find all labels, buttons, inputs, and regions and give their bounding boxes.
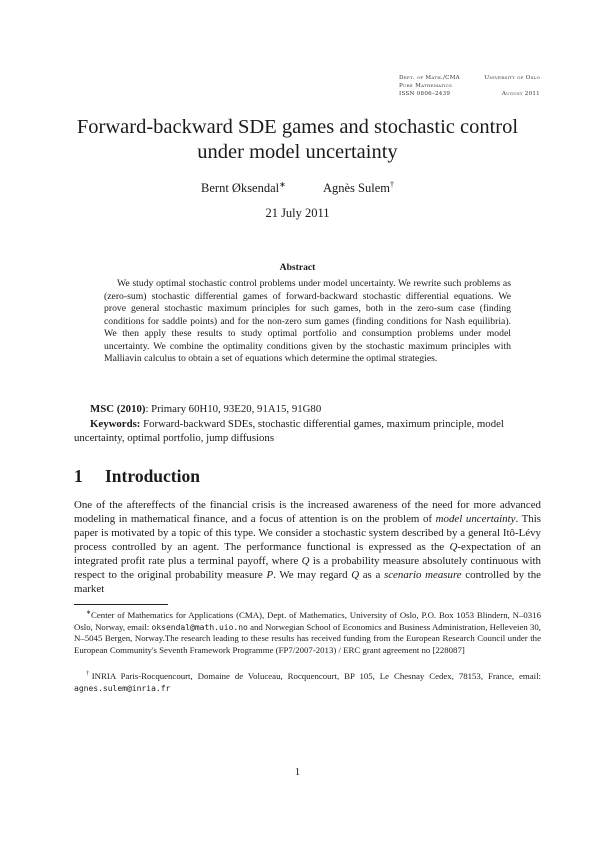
intro-text: -expectation of an integrated profit rate plus a terminal payoff, where (74, 540, 541, 567)
header-issn: ISSN 0806–2439 (399, 91, 451, 97)
msc-classification (90, 403, 550, 417)
author (323, 181, 394, 195)
footnote-divider (74, 604, 168, 605)
email-link[interactable]: agnes.sulem@inria.fr (74, 683, 171, 693)
footnote-2 (74, 669, 541, 694)
intro-text: is a probability measure absolutely continuous with respect to the original probability measure (74, 554, 542, 581)
paper-date: 21 July 2011 (265, 206, 330, 220)
author (201, 181, 286, 195)
footnote-mark: † (86, 671, 92, 677)
math-symbol: Q (351, 568, 360, 581)
author-name: Agnès Sulem (322, 181, 390, 196)
header-date: August 2011 (501, 91, 540, 97)
keywords (74, 418, 550, 446)
math-symbol: Q (301, 554, 310, 567)
header-university: University of Oslo (484, 75, 540, 81)
author-footnote-mark: ∗ (279, 180, 286, 189)
author-footnote-mark: † (389, 180, 394, 189)
paper-title (60, 115, 535, 165)
email-link[interactable]: oksendal@math.uio.no (151, 622, 248, 632)
intro-emphasis: scenario measure (383, 568, 462, 581)
msc-label: MSC (2010) (90, 403, 146, 415)
intro-text: . We may regard (273, 568, 352, 581)
institution-header (399, 74, 460, 98)
abstract-heading: Abstract (279, 262, 316, 273)
intro-emphasis: model uncertainty (435, 512, 516, 525)
intro-text: One of the aftereffects of the financial crisis is the increased awareness of the need for more advanced modeling in mathematical finance, and a focus of attention is on the problem of (74, 499, 541, 525)
header-dept: Dept. of Math./CMA (399, 75, 460, 81)
footnote-text: INRIA Paris-Rocquencourt, Domaine de Voluceau, Rocquencourt, BP 105, Le Chesnay Cedex, 78153, France, email: (91, 670, 542, 681)
footnote-text: and Norwegian School of Economics and Business Administration, Helleveien 30, N–5045 Bergen, Norway.The research leading to these results has received funding from the European Research Council under the European Community's Seventh Framework Programme (FP7/2007-2013) / ERC grant agreement no [228087] (74, 621, 541, 655)
section-number: 1 (74, 466, 83, 486)
intro-text: controlled by the market (74, 568, 541, 595)
footnote-1 (74, 608, 541, 656)
header-series: Pure Mathematics (399, 83, 453, 89)
author-list (60, 180, 535, 196)
section-title: Introduction (105, 466, 200, 486)
page-number: 1 (294, 766, 301, 778)
math-symbol: Q (449, 540, 458, 553)
title-line-1: Forward-backward SDE games and stochastic control (76, 116, 519, 138)
keywords-text: Forward-backward SDEs, stochastic differential games, maximum principle, model uncertainty, optimal portfolio, jump diffusions (74, 418, 504, 444)
keywords-label: Keywords: (90, 418, 141, 430)
author-name: Bernt Øksendal (201, 181, 280, 196)
msc-codes: : Primary 60H10, 93E20, 91A15, 91G80 (145, 403, 322, 415)
title-line-2: under model uncertainty (197, 141, 398, 163)
intro-text: . This paper is motivated by a topic of this type. We consider a stochastic system described by a general Itô-Lévy process controlled by an agent. The performance functional is expressed as the (74, 512, 541, 553)
abstract-text: We study optimal stochastic control problems under model uncertainty. We rewrite such problems as (zero-sum) stochastic differential games of forward-backward stochastic differential equations. We prove general stochastic maximum principles for such games, both in the zero-sum case (finding conditions for saddle points) and for the non-zero sum games (finding conditions for Nash equilibria). We then apply these results to study optimal portfolio and consumption problems under model uncertainty. We combine the optimality conditions given by the stochastic maximum principles with Malliavin calculus to obtain a set of equations which determine the optimal strategies. (104, 278, 511, 365)
intro-text: as a (359, 568, 384, 581)
footnote-mark: ∗ (86, 610, 92, 616)
math-symbol: P (266, 568, 274, 581)
intro-paragraph (74, 499, 541, 597)
institution-header-right (484, 74, 540, 98)
section-heading (74, 466, 200, 487)
footnote-text: Center of Mathematics for Applications (CMA), Dept. of Mathematics, University of Oslo, P.O. Box 1053 Blindern, N–0316 Oslo, Norway, email: (74, 609, 541, 632)
